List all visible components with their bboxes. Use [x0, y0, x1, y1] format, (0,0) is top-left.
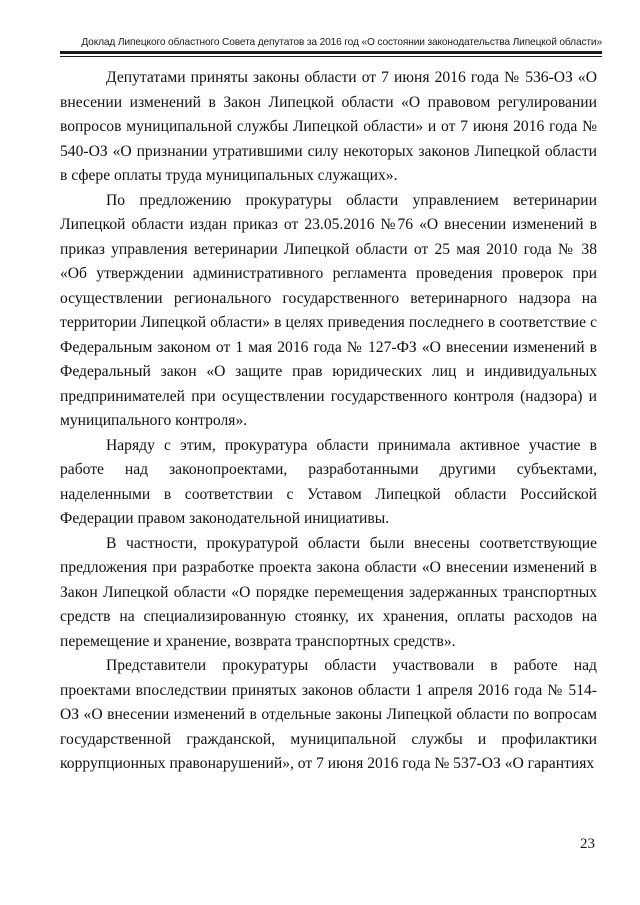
paragraph-4: В частности, прокуратурой области были внесены соответствующие предложения при разработке проекта закона области «О внесении изменений в Закон Липецкой области «О порядке перемещения задержанных транспортных средств на специализированную стоянку, их хранения, оплаты расходов на перемещение и хранение, возврата транспортных средств».: [60, 534, 597, 650]
header-rule-thick: [60, 51, 602, 54]
running-header: [60, 36, 602, 60]
paragraph-2: По предложению прокуратуры области управлением ветеринарии Липецкой области издан приказ от 23.05.2016 №76 «О внесении изменений в приказ управления ветеринарии Липецкой области от 25 мая 2010 года № 38 «Об утверждении административного регламента проведения проверок при осуществлении регионального государственного ветеринарного надзора на территории Липецкой области» в целях приведения последнего в соответствие с Федеральным законом от 1 мая 2016 года № 127-ФЗ «О внесении изменений в Федеральный закон «О защите прав юридических лиц и индивидуальных предпринимателей при осуществлении государственного контроля (надзора) и муниципального контроля».: [60, 191, 597, 429]
document-body: [60, 66, 597, 777]
paragraph-3: Наряду с этим, прокуратура области принимала активное участие в работе над законопроектами, разработанными другими субъектами, наделенными в соответствии с Уставом Липецкой области Российской Федерации правом законодательной инициативы.: [60, 436, 597, 527]
running-header-title: Доклад Липецкого областного Совета депутатов за 2016 год «О состоянии законодательства Липецкой области»: [81, 37, 602, 48]
paragraph-5: Представители прокуратуры области участвовали в работе над проектами впоследствии принятых законов области 1 апреля 2016 года № 514-ОЗ «О внесении изменений в отдельные законы Липецкой области по вопросам государственной гражданской, муниципальной службы и профилактики коррупционных правонарушений», от 7 июня 2016 года № 537-ОЗ «О гарантиях: [60, 657, 597, 772]
header-rule-thin: [60, 56, 602, 57]
page-number: 23: [580, 836, 595, 852]
paragraph-1: Депутатами приняты законы области от 7 июня 2016 года № 536-ОЗ «О внесении изменений в Закон Липецкой области «О правовом регулировании вопросов муниципальной службы Липецкой области» и от 7 июня 2016 года № 540-ОЗ «О признании утратившими силу некоторых законов Липецкой области в сфере оплаты труда муниципальных служащих».: [60, 69, 597, 184]
